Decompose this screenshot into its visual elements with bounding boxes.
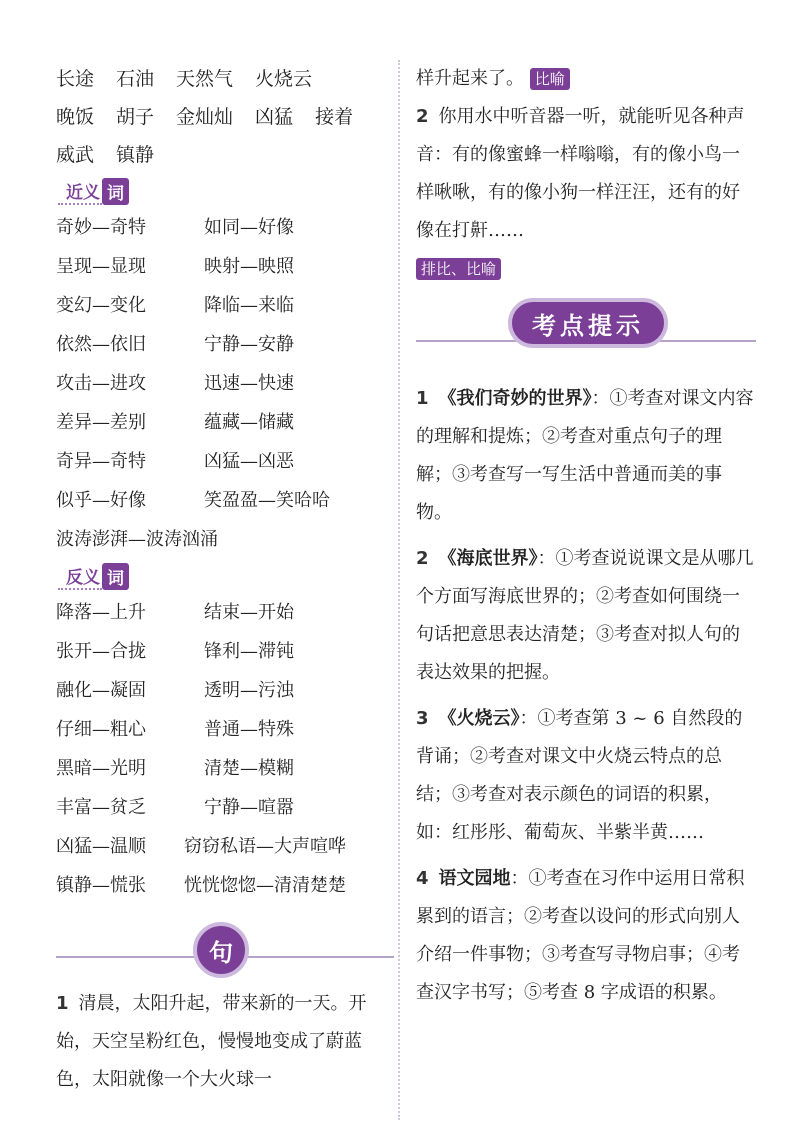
synonyms-label-badge: 词 (102, 178, 129, 205)
pair-right: 锋利—滞钝 (204, 641, 294, 662)
pair-left: 呈现—显现 (56, 256, 146, 277)
column-divider (398, 60, 400, 1120)
pair-right: 凶猛—凶恶 (204, 451, 294, 472)
key-point-item (416, 540, 756, 692)
sentence-section-heading (56, 918, 394, 967)
pair-right: 宁静—喧嚣 (204, 797, 294, 818)
pair-left: 似乎—好像 (56, 490, 146, 511)
item-title: 《海底世界》 (438, 548, 538, 569)
sentence-item-1-continued (416, 60, 756, 98)
word-pair-row (56, 827, 394, 866)
item-number: 1 (56, 993, 69, 1014)
sentence-text: 样升起来了。 (416, 68, 524, 89)
pair-left: 攻击—进攻 (56, 373, 146, 394)
word: 火烧云 (255, 68, 313, 90)
word: 天然气 (176, 68, 234, 90)
word-pair-row (56, 481, 394, 520)
word-pair-row (56, 325, 394, 364)
word-pair-row (56, 286, 394, 325)
item-title: 语文园地 (438, 868, 511, 889)
pair-left: 黑暗—光明 (56, 758, 146, 779)
word-row (56, 60, 394, 98)
pair-left: 变幻—变化 (56, 295, 146, 316)
word-pair-row (56, 632, 394, 671)
word: 金灿灿 (176, 106, 234, 128)
rhetoric-tag: 比喻 (530, 68, 570, 90)
pair-right: 透明—污浊 (204, 680, 294, 701)
right-column (416, 60, 756, 1020)
pair-left: 仔细—粗心 (56, 719, 146, 740)
word: 晚饭 (56, 106, 95, 128)
pair-right: 普通—特殊 (204, 719, 294, 740)
pair-left: 张开—合拢 (56, 641, 146, 662)
item-title: 《火烧云》 (438, 708, 520, 729)
word-pair-row (56, 593, 394, 632)
antonyms-label-text: 反义 (58, 563, 102, 590)
pair-left: 融化—凝固 (56, 680, 146, 701)
sentence-item-1 (56, 985, 394, 1099)
pair-right: 窃窃私语—大声喧哗 (184, 836, 346, 857)
word: 镇静 (116, 144, 155, 166)
key-point-item (416, 700, 756, 852)
pair-right: 蕴藏—储藏 (204, 412, 294, 433)
word: 接着 (315, 106, 354, 128)
pair-left: 镇静—慌张 (56, 875, 146, 896)
item-text: ：①考查在习作中运用日常积累到的语言；②考查以设问的形式向别人介绍一件事物；③考查写寻物启事；④考查汉字书写；⑤考查 8 字成语的积累。 (416, 868, 745, 1003)
word: 凶猛 (255, 106, 294, 128)
word-pair-row (56, 247, 394, 286)
left-column (56, 60, 394, 905)
pair-right: 结束—开始 (204, 602, 294, 623)
pair-right: 降临—来临 (204, 295, 294, 316)
pair-left: 降落—上升 (56, 602, 146, 623)
word: 石油 (116, 68, 155, 90)
word-row (56, 136, 394, 174)
word: 长途 (56, 68, 95, 90)
word-pair-row (56, 364, 394, 403)
pair-right: 宁静—安静 (204, 334, 294, 355)
rhetoric-tag: 排比、比喻 (416, 258, 501, 280)
word-pair-row (56, 671, 394, 710)
word-pair-row (56, 788, 394, 827)
pair-right: 清楚—模糊 (204, 758, 294, 779)
antonyms-list (56, 593, 394, 905)
word-pair-row (56, 866, 394, 905)
sentence-badge: 句 (193, 922, 249, 978)
item-number: 4 (416, 868, 429, 889)
item-number: 1 (416, 388, 429, 409)
pair-right: 如同—好像 (204, 217, 294, 238)
word-pair-row (56, 208, 394, 247)
pair-left: 差异—差别 (56, 412, 146, 433)
synonyms-label-text: 近义 (58, 178, 102, 205)
key-points-heading (416, 298, 756, 370)
pair-right: 笑盈盈—笑哈哈 (204, 490, 330, 511)
item-title: 《我们奇妙的世界》 (438, 388, 592, 409)
sentence-text: 你用水中听音器一听，就能听见各种声音：有的像蜜蜂一样嗡嗡，有的像小鸟一样啾啾，有的像小狗一样汪汪，还有的好像在打鼾…… (416, 106, 745, 241)
word-pair-row (56, 749, 394, 788)
item-text: ：①考查第 3 ~ 6 自然段的背诵；②考查对课文中火烧云特点的总结；③考查对表示颜色的词语的积累，如：红彤彤、葡萄灰、半紫半黄…… (416, 708, 743, 843)
word-pair-row (56, 403, 394, 442)
pair-right: 恍恍惚惚—清清楚楚 (184, 875, 346, 896)
sentence-text: 清晨，太阳升起，带来新的一天。开始，天空呈粉红色，慢慢地变成了蔚蓝色，太阳就像一个大火球一 (56, 993, 367, 1090)
pair-left: 奇异—奇特 (56, 451, 146, 472)
item-number: 2 (416, 548, 429, 569)
word-pair-single: 波涛澎湃—波涛汹涌 (56, 529, 218, 550)
antonyms-label-badge: 词 (102, 563, 129, 590)
item-text: ：①考查说说课文是从哪几个方面写海底世界的；②考查如何围绕一句话把意思表达清楚；③考查对拟人句的表达效果的把握。 (416, 548, 754, 683)
word-pair-row (56, 710, 394, 749)
pair-right: 迅速—快速 (204, 373, 294, 394)
sentence-item-2 (416, 98, 756, 288)
item-number: 2 (416, 106, 429, 127)
key-point-item (416, 860, 756, 1012)
word: 胡子 (116, 106, 155, 128)
pair-left: 凶猛—温顺 (56, 836, 146, 857)
synonyms-label (58, 178, 129, 204)
synonyms-list (56, 208, 394, 559)
key-points-badge: 考点提示 (508, 298, 668, 348)
key-point-item (416, 380, 756, 532)
word-pair-row (56, 442, 394, 481)
pair-right: 映射—映照 (204, 256, 294, 277)
word: 威武 (56, 144, 95, 166)
item-text: ：①考查对课文内容的理解和提炼；②考查对重点句子的理解；③考查写一写生活中普通而美的事物。 (416, 388, 754, 523)
pair-left: 依然—依旧 (56, 334, 146, 355)
pair-left: 奇妙—奇特 (56, 217, 146, 238)
item-number: 3 (416, 708, 429, 729)
word-row (56, 98, 394, 136)
pair-left: 丰富—贫乏 (56, 797, 146, 818)
antonyms-label (58, 563, 129, 589)
